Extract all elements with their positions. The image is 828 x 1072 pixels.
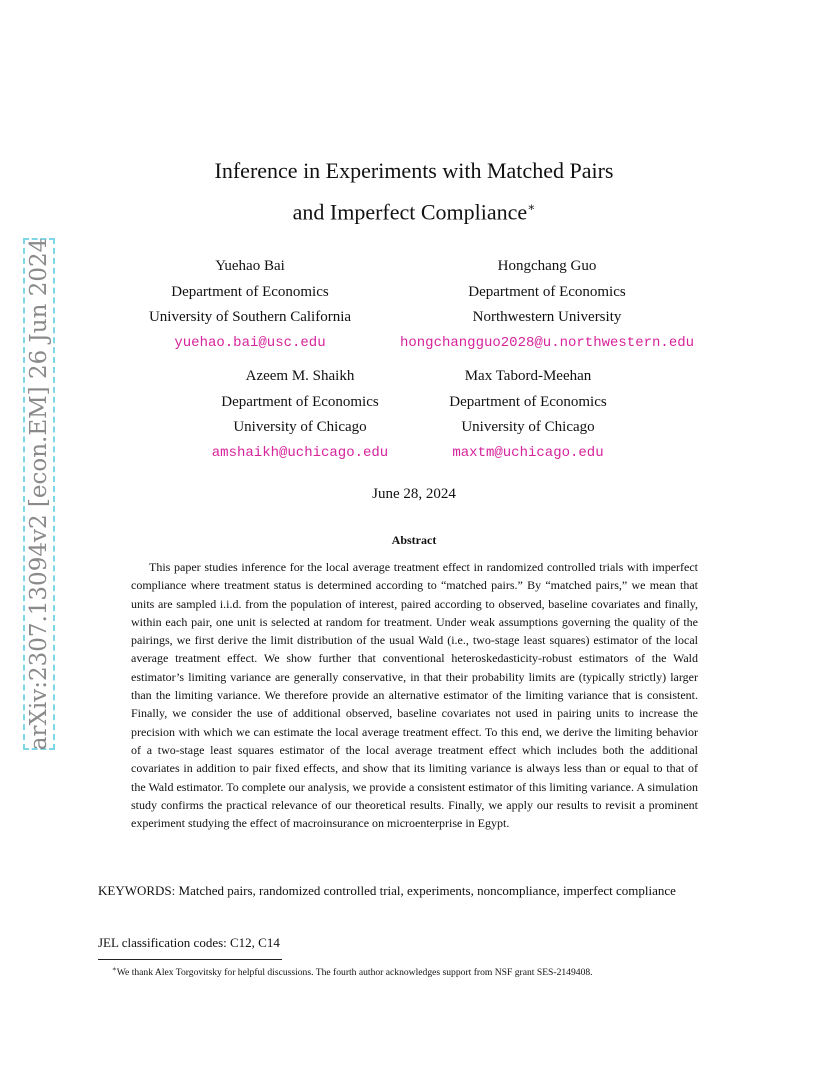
author-department: Department of Economics <box>221 393 379 410</box>
footnote <box>112 962 732 980</box>
arxiv-identifier-text: arXiv:2307.13094v2 [econ.EM] 26 Jun 2024 <box>26 237 52 751</box>
author-department: Department of Economics <box>171 283 329 300</box>
author-institution: Northwestern University <box>472 309 622 325</box>
author-email[interactable]: maxtm@uchicago.edu <box>452 444 604 461</box>
author-institution: University of Southern California <box>148 309 352 325</box>
author-department: Department of Economics <box>468 283 626 300</box>
author-block-4 <box>420 364 636 466</box>
title-footnote-mark: ∗ <box>527 200 536 214</box>
author-block-2 <box>394 254 700 356</box>
author-name: Azeem M. Shaikh <box>245 368 355 384</box>
author-institution: University of Chicago <box>461 419 595 435</box>
author-email[interactable]: amshaikh@uchicago.edu <box>211 444 389 461</box>
jel-codes: JEL classification codes: C12, C14 <box>98 935 280 950</box>
author-block-3 <box>190 364 410 466</box>
paper-title-line-1: Inference in Experiments with Matched Pairs <box>214 158 614 183</box>
author-email[interactable]: hongchangguo2028@u.northwestern.edu <box>399 334 695 351</box>
author-institution: University of Chicago <box>233 419 367 435</box>
publication-date: June 28, 2024 <box>372 486 456 502</box>
author-department: Department of Economics <box>449 393 607 410</box>
author-name: Max Tabord-Meehan <box>464 368 592 384</box>
keywords: KEYWORDS: Matched pairs, randomized controlled trial, experiments, noncompliance, imperfect compliance <box>98 883 676 898</box>
author-name: Yuehao Bai <box>215 258 285 274</box>
footnote-mark: ∗ <box>112 965 117 973</box>
author-email[interactable]: yuehao.bai@usc.edu <box>174 334 326 351</box>
paper-title-line-2: and Imperfect Compliance∗ <box>292 199 536 225</box>
footnote-rule <box>98 959 282 960</box>
footnote-text: We thank Alex Torgovitsky for helpful discussions. The fourth author acknowledges support from NSF grant SES-2149408. <box>116 967 593 979</box>
abstract-body: This paper studies inference for the local average treatment effect in randomized controlled trials with imperfect compliance where treatment status is determined according to “matched pairs.” By “matched pairs,” we mean that units are sampled i.i.d. from the population of interest, paired according to observed, baseline covariates and finally, within each pair, one unit is selected at random for treatment. Under weak assumptions governing the quality of the pairings, we first derive the limit distribution of the usual Wald (i.e., two-stage least squares) estimator of the local average treatment effect. We show further that conventional heteroskedasticity-robust estimators of the Wald estimator’s limiting variance are generally conservative, in that their probability limits are (typically strictly) larger than the limiting variance. We therefore provide an alternative estimator of the limiting variance that is consistent. Finally, we consider the use of additional observed, baseline covariates not used in pairing units to increase the precision with which we can estimate the local average treatment effect. To this end, we derive the limiting behavior of a two-stage least squares estimator of the local average treatment effect which includes both the additional covariates in addition to pair fixed effects, and show that its limiting variance is always less than or equal to that of the Wald estimator. To complete our analysis, we provide a consistent estimator of this limiting variance. A simulation study confirms the practical relevance of our theoretical results. Finally, we apply our results to revisit a prominent experiment studying the effect of macroinsurance on microenterprise in Egypt. <box>131 560 698 831</box>
author-name: Hongchang Guo <box>497 258 597 274</box>
author-block-1 <box>130 254 370 356</box>
abstract-heading: Abstract <box>391 533 437 547</box>
